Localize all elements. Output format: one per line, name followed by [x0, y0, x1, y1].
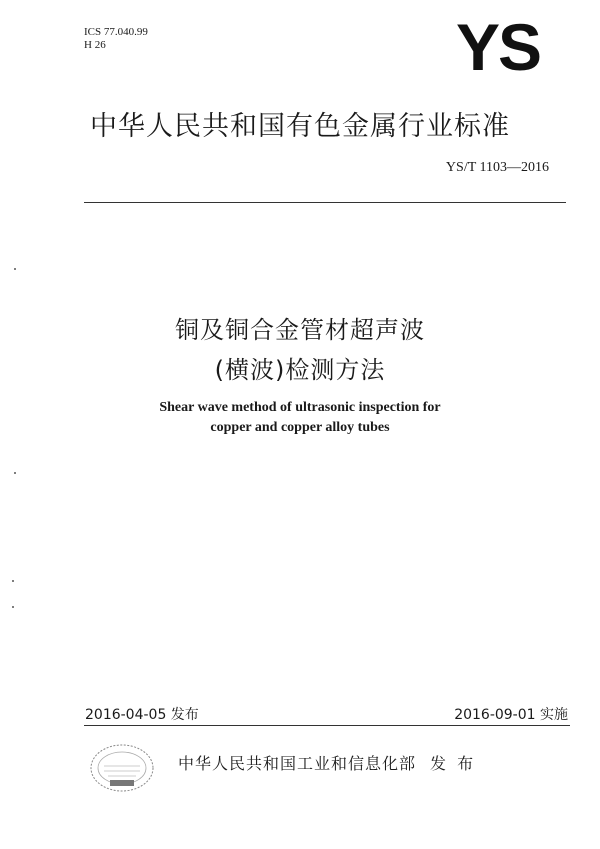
- organization-title: 中华人民共和国有色金属行业标准: [90, 111, 510, 142]
- ics-code: ICS 77.040.99: [84, 26, 148, 38]
- classification-codes: [84, 26, 148, 52]
- classification-code: H 26: [84, 39, 106, 51]
- publication-date: 2016-04-05 发布: [85, 707, 199, 723]
- bottom-divider: [84, 725, 570, 726]
- english-title-line-2: copper and copper alloy tubes: [210, 420, 390, 435]
- ys-logo: YS: [455, 10, 540, 84]
- top-divider: [84, 202, 566, 203]
- standard-number: YS/T 1103—2016: [445, 160, 549, 175]
- anti-counterfeit-seal-icon: [88, 742, 156, 794]
- effective-date: 2016-09-01 实施: [454, 707, 568, 723]
- chinese-title-line-1: 铜及铜合金管材超声波: [175, 316, 425, 344]
- issue-action: 发 布: [430, 754, 477, 773]
- issuing-authority: 中华人民共和国工业和信息化部: [178, 754, 417, 773]
- chinese-title-line-2: (横波)检测方法: [214, 356, 386, 384]
- english-title-line-1: Shear wave method of ultrasonic inspection for: [159, 400, 441, 415]
